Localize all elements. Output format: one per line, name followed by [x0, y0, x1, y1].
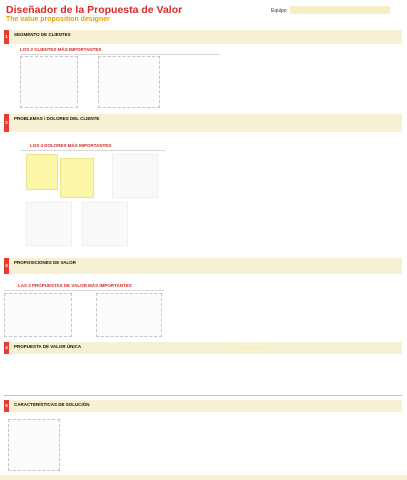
- sticky-text: [61, 159, 93, 163]
- section-unique-value-proposition: [4, 342, 402, 396]
- page-title: Diseñador de la Propuesta de Valor: [6, 4, 183, 16]
- section-customer-pains: [4, 114, 402, 254]
- page-subtitle: The value proposition designer: [6, 16, 110, 23]
- customer-box-2[interactable]: [98, 56, 160, 108]
- divider: [20, 54, 220, 55]
- divider: [20, 150, 165, 151]
- feature-box-1[interactable]: [8, 419, 60, 471]
- highlight-field: [238, 347, 270, 351]
- divider: [4, 290, 164, 291]
- footer-band: [0, 475, 407, 480]
- customer-box-text: [99, 57, 159, 61]
- page-header: [0, 0, 407, 30]
- team-label: Equipo: [271, 8, 287, 14]
- section-subheading: LOS 4 DOLORES MÁS IMPORTANTES: [30, 143, 112, 148]
- customer-box-1[interactable]: [20, 56, 78, 108]
- customer-box-text: [21, 57, 77, 61]
- section-title: PROBLEMAS / DOLORES DEL CLIENTE: [14, 116, 100, 121]
- pain-slot-3[interactable]: [26, 202, 72, 246]
- value-prop-box-1[interactable]: [4, 293, 72, 337]
- section-number: 4: [4, 342, 9, 354]
- section-number: 5: [4, 400, 9, 412]
- section-title: PROPUESTA DE VALOR ÚNICA: [14, 344, 82, 349]
- section-number: 2: [4, 114, 9, 132]
- sticky-text: [27, 155, 57, 159]
- section-value-propositions: [4, 258, 402, 340]
- pain-sticky-2[interactable]: [60, 158, 94, 198]
- section-solution-features: [4, 400, 402, 472]
- value-prop-box-2[interactable]: [96, 293, 162, 337]
- pain-sticky-1[interactable]: [26, 154, 58, 190]
- section-number: 1: [4, 30, 9, 44]
- section-title: PROPOSICIONES DE VALOR: [14, 260, 76, 265]
- pain-slot-5[interactable]: [112, 154, 158, 198]
- divider: [4, 395, 402, 396]
- section-subheading: LAS 2 PROPUESTAS DE VALOR MÁS IMPORTANTES: [18, 283, 132, 288]
- pain-slot-4[interactable]: [82, 202, 128, 246]
- feature-text: [9, 420, 59, 424]
- value-prop-text: [5, 294, 71, 298]
- section-number: 3: [4, 258, 9, 274]
- section-title: SEGMENTO DE CLIENTES: [14, 32, 71, 37]
- section-subheading: LOS 2 CLIENTES MÁS IMPORTANTES: [20, 47, 102, 52]
- team-input[interactable]: [290, 6, 390, 14]
- section-title: CARACTERÍSTICAS DE SOLUCIÓN: [14, 402, 90, 407]
